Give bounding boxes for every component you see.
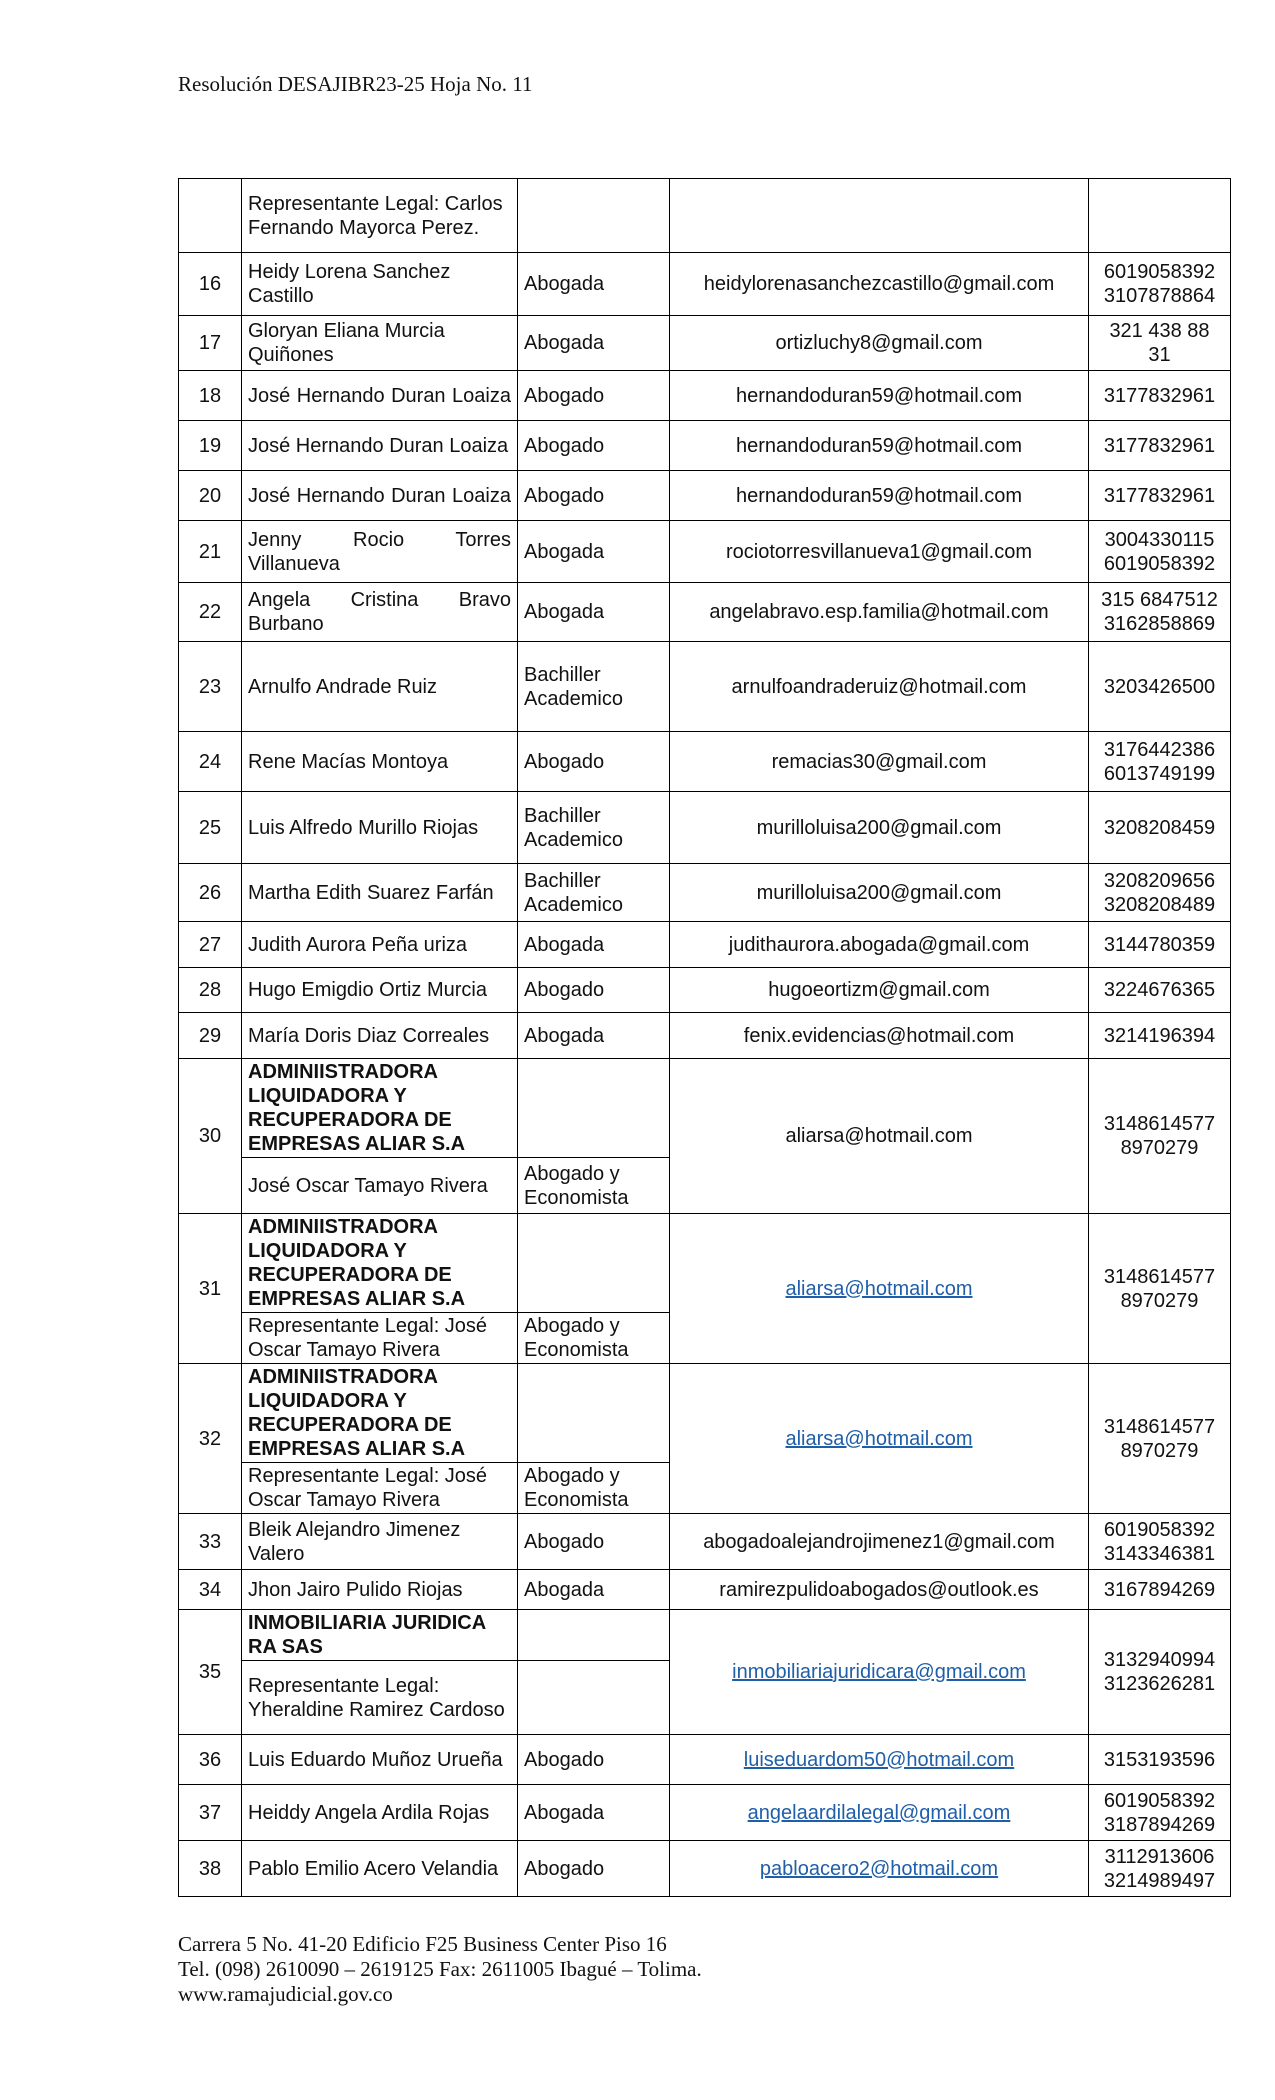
email-cell: hernandoduran59@hotmail.com <box>670 371 1089 421</box>
email-cell: judithaurora.abogada@gmail.com <box>670 922 1089 968</box>
profession-cell: Abogado <box>518 471 670 521</box>
email-cell: hernandoduran59@hotmail.com <box>670 471 1089 521</box>
row-number-cell: 19 <box>179 421 242 471</box>
phone-2: 3187894269 <box>1103 1813 1216 1836</box>
profession-cell <box>518 1661 670 1735</box>
profession-cell: Abogada <box>518 1785 670 1841</box>
phone-1: 6019058392 <box>1103 1518 1216 1541</box>
email-link[interactable]: pabloacero2@hotmail.com <box>759 1857 999 1880</box>
phone-2: 3162858869 <box>1103 613 1216 635</box>
phone-cell: 3224676365 <box>1089 968 1231 1013</box>
profession-line-2: Academico <box>524 893 623 916</box>
phone-1: 3112913606 <box>1104 1845 1215 1868</box>
table-row <box>179 1735 1231 1785</box>
row-number-cell: 23 <box>179 642 242 732</box>
phone-cell <box>1089 1059 1231 1214</box>
table-row <box>179 732 1231 792</box>
profession-cell <box>518 1158 670 1214</box>
phone-cell <box>1089 1364 1231 1514</box>
email-link[interactable]: luiseduardom50@hotmail.com <box>743 1748 1015 1771</box>
company-name-cell: INMOBILIARIA JURIDICA RA SAS <box>242 1610 518 1661</box>
phone-1: 315 6847512 <box>1101 589 1218 611</box>
table-row <box>179 1785 1231 1841</box>
phone-cell <box>1089 179 1231 253</box>
row-number-cell: 30 <box>179 1059 242 1214</box>
email-cell: hugoeortizm@gmail.com <box>670 968 1089 1013</box>
email-cell: rociotorresvillanueva1@gmail.com <box>670 521 1089 583</box>
phone-1: 3004330115 <box>1104 528 1215 551</box>
phone-1: 3132940994 <box>1103 1649 1216 1671</box>
profession-line-1: Bachiller <box>524 663 601 686</box>
profession-line-2: Economista <box>524 1489 629 1511</box>
phone-cell <box>1089 1785 1231 1841</box>
phone-2: 8970279 <box>1120 1137 1199 1159</box>
phone-cell <box>1089 1610 1231 1735</box>
profession-cell: Abogado <box>518 421 670 471</box>
phone-cell: 3153193596 <box>1089 1735 1231 1785</box>
phone-cell <box>1089 1214 1231 1364</box>
email-cell <box>670 1841 1089 1897</box>
representative-cell: Representante Legal: José Oscar Tamayo Rivera <box>242 1463 518 1514</box>
table-row <box>179 179 1231 253</box>
profession-cell <box>518 1214 670 1313</box>
profession-line-2: Academico <box>524 828 623 851</box>
table-row <box>179 1059 1231 1158</box>
name-cell: Luis Alfredo Murillo Riojas <box>242 792 518 864</box>
email-link[interactable]: inmobiliariajuridicara@gmail.com <box>732 1661 1026 1683</box>
email-cell: remacias30@gmail.com <box>670 732 1089 792</box>
profession-cell: Abogada <box>518 1570 670 1610</box>
profession-line-2: Economista <box>524 1186 629 1209</box>
email-cell: ramirezpulidoabogados@outlook.es <box>670 1570 1089 1610</box>
profession-cell: Abogado <box>518 968 670 1013</box>
email-cell: heidylorenasanchezcastillo@gmail.com <box>670 253 1089 316</box>
row-number-cell: 25 <box>179 792 242 864</box>
phone-2: 6019058392 <box>1103 552 1216 575</box>
footer-website: www.ramajudicial.gov.co <box>178 1982 393 2006</box>
email-cell: aliarsa@hotmail.com <box>670 1059 1089 1214</box>
email-cell: arnulfoandraderuiz@hotmail.com <box>670 642 1089 732</box>
table-row <box>179 968 1231 1013</box>
company-name-cell: ADMINIISTRADORA LIQUIDADORA Y RECUPERADORA DE EMPRESAS ALIAR S.A <box>242 1214 518 1313</box>
table-row <box>179 1514 1231 1570</box>
phone-cell: 3167894269 <box>1089 1570 1231 1610</box>
row-number-cell: 33 <box>179 1514 242 1570</box>
company-name-cell: ADMINIISTRADORA LIQUIDADORA Y RECUPERADORA DE EMPRESAS ALIAR S.A <box>242 1059 518 1158</box>
profession-line-1: Abogado y <box>524 1465 620 1487</box>
phone-cell: 3214196394 <box>1089 1013 1231 1059</box>
footer-address: Carrera 5 No. 41-20 Edificio F25 Business Center Piso 16 <box>178 1932 667 1956</box>
profession-line-1: Bachiller <box>524 804 601 827</box>
row-number-cell: 28 <box>179 968 242 1013</box>
phone-1: 3148614577 <box>1103 1113 1216 1135</box>
phone-cell: 3208208459 <box>1089 792 1231 864</box>
name-cell: Heiddy Angela Ardila Rojas <box>242 1785 518 1841</box>
table-row <box>179 1841 1231 1897</box>
profession-cell: Abogada <box>518 1013 670 1059</box>
email-cell <box>670 1214 1089 1364</box>
row-number-cell <box>179 179 242 253</box>
phone-cell: 3144780359 <box>1089 922 1231 968</box>
name-cell: Arnulfo Andrade Ruiz <box>242 642 518 732</box>
name-cell: Gloryan Eliana Murcia Quiñones <box>242 316 518 371</box>
profession-cell: Abogado <box>518 371 670 421</box>
table-row <box>179 792 1231 864</box>
row-number-cell: 36 <box>179 1735 242 1785</box>
company-name-cell: ADMINIISTRADORA LIQUIDADORA Y RECUPERADORA DE EMPRESAS ALIAR S.A <box>242 1364 518 1463</box>
profession-cell: Abogada <box>518 316 670 371</box>
row-number-cell: 20 <box>179 471 242 521</box>
email-cell: angelabravo.esp.familia@hotmail.com <box>670 583 1089 642</box>
email-cell <box>670 1785 1089 1841</box>
email-cell <box>670 179 1089 253</box>
profession-line-2: Academico <box>524 687 623 710</box>
name-cell: Pablo Emilio Acero Velandia <box>242 1841 518 1897</box>
phone-cell <box>1089 732 1231 792</box>
table-row <box>179 1364 1231 1463</box>
name-cell: José Hernando Duran Loaiza <box>242 421 518 471</box>
contacts-table <box>178 178 1231 1897</box>
phone-2: 3107878864 <box>1103 285 1216 307</box>
table-row <box>179 1610 1231 1661</box>
email-cell: ortizluchy8@gmail.com <box>670 316 1089 371</box>
phone-cell <box>1089 253 1231 316</box>
email-cell: abogadoalejandrojimenez1@gmail.com <box>670 1514 1089 1570</box>
profession-cell: Abogada <box>518 922 670 968</box>
name-cell: José Hernando Duran Loaiza <box>242 471 518 521</box>
email-cell: murilloluisa200@gmail.com <box>670 792 1089 864</box>
representative-cell: Representante Legal: José Oscar Tamayo Rivera <box>242 1313 518 1364</box>
email-cell <box>670 1610 1089 1735</box>
phone-2: 8970279 <box>1120 1289 1199 1312</box>
email-cell: hernandoduran59@hotmail.com <box>670 421 1089 471</box>
phone-1: 6019058392 <box>1103 1789 1216 1812</box>
table-row <box>179 471 1231 521</box>
table-row <box>179 421 1231 471</box>
phone-cell: 3203426500 <box>1089 642 1231 732</box>
phone-2: 3208208489 <box>1103 893 1216 916</box>
table-row <box>179 253 1231 316</box>
email-cell: murilloluisa200@gmail.com <box>670 864 1089 922</box>
name-cell: Jhon Jairo Pulido Riojas <box>242 1570 518 1610</box>
row-number-cell: 17 <box>179 316 242 371</box>
table-row <box>179 1570 1231 1610</box>
profession-cell: Abogado <box>518 1841 670 1897</box>
name-cell: Martha Edith Suarez Farfán <box>242 864 518 922</box>
name-cell: Luis Eduardo Muñoz Urueña <box>242 1735 518 1785</box>
profession-cell <box>518 1364 670 1463</box>
row-number-cell: 24 <box>179 732 242 792</box>
profession-cell <box>518 179 670 253</box>
row-number-cell: 38 <box>179 1841 242 1897</box>
phone-cell: 3177832961 <box>1089 421 1231 471</box>
table-row <box>179 371 1231 421</box>
phone-2: 31 <box>1148 344 1171 366</box>
phone-1: 3148614577 <box>1103 1265 1216 1288</box>
phone-1: 321 438 88 <box>1109 320 1210 342</box>
profession-line-1: Abogado y <box>524 1315 620 1337</box>
table-row <box>179 1013 1231 1059</box>
page-header: Resolución DESAJIBR23-25 Hoja No. 11 <box>178 72 533 96</box>
profession-cell <box>518 1463 670 1514</box>
row-number-cell: 37 <box>179 1785 242 1841</box>
row-number-cell: 31 <box>179 1214 242 1364</box>
phone-2: 3214989497 <box>1103 1869 1216 1892</box>
email-link[interactable]: aliarsa@hotmail.com <box>785 1427 973 1450</box>
email-link[interactable]: angelaardilalegal@gmail.com <box>747 1801 1011 1824</box>
phone-2: 8970279 <box>1120 1439 1199 1462</box>
table-row <box>179 316 1231 371</box>
name-cell: Heidy Lorena Sanchez Castillo <box>242 253 518 316</box>
row-number-cell: 22 <box>179 583 242 642</box>
table-row <box>179 864 1231 922</box>
row-number-cell: 21 <box>179 521 242 583</box>
email-cell <box>670 1735 1089 1785</box>
profession-cell: Abogado <box>518 1514 670 1570</box>
phone-cell <box>1089 521 1231 583</box>
profession-line-1: Bachiller <box>524 869 601 892</box>
profession-line-2: Economista <box>524 1339 629 1361</box>
row-number-cell: 29 <box>179 1013 242 1059</box>
phone-1: 3148614577 <box>1103 1415 1216 1438</box>
profession-cell: Abogado <box>518 732 670 792</box>
phone-cell <box>1089 1514 1231 1570</box>
phone-2: 3123626281 <box>1103 1673 1216 1695</box>
email-cell: fenix.evidencias@hotmail.com <box>670 1013 1089 1059</box>
name-cell: Rene Macías Montoya <box>242 732 518 792</box>
phone-cell: 3177832961 <box>1089 371 1231 421</box>
phone-1: 3176442386 <box>1103 738 1216 761</box>
profession-cell <box>518 642 670 732</box>
email-cell <box>670 1364 1089 1514</box>
representative-cell: Representante Legal: Yheraldine Ramirez Cardoso <box>242 1661 518 1735</box>
phone-cell <box>1089 316 1231 371</box>
row-number-cell: 18 <box>179 371 242 421</box>
phone-cell <box>1089 864 1231 922</box>
row-number-cell: 16 <box>179 253 242 316</box>
phone-2: 3143346381 <box>1103 1542 1216 1565</box>
profession-cell <box>518 1059 670 1158</box>
profession-cell <box>518 792 670 864</box>
table-row <box>179 922 1231 968</box>
name-cell: Bleik Alejandro Jimenez Valero <box>242 1514 518 1570</box>
row-number-cell: 34 <box>179 1570 242 1610</box>
table-row <box>179 583 1231 642</box>
name-cell: Judith Aurora Peña uriza <box>242 922 518 968</box>
profession-cell: Abogado <box>518 1735 670 1785</box>
row-number-cell: 26 <box>179 864 242 922</box>
name-cell: Hugo Emigdio Ortiz Murcia <box>242 968 518 1013</box>
table-row <box>179 1214 1231 1313</box>
email-link[interactable]: aliarsa@hotmail.com <box>785 1277 973 1300</box>
row-number-cell: 35 <box>179 1610 242 1735</box>
table-row <box>179 521 1231 583</box>
phone-1: 6019058392 <box>1103 261 1216 283</box>
profession-cell: Abogada <box>518 521 670 583</box>
name-cell: Representante Legal: Carlos Fernando Mayorca Perez. <box>242 179 518 253</box>
name-cell: María Doris Diaz Correales <box>242 1013 518 1059</box>
row-number-cell: 27 <box>179 922 242 968</box>
profession-cell <box>518 1313 670 1364</box>
footer-phone: Tel. (098) 2610090 – 2619125 Fax: 2611005 Ibagué – Tolima. <box>178 1957 702 1981</box>
profession-cell: Abogada <box>518 253 670 316</box>
page-footer <box>178 1932 702 2007</box>
phone-cell <box>1089 1841 1231 1897</box>
profession-line-1: Abogado y <box>524 1162 620 1185</box>
name-cell: Angela Cristina Bravo Burbano <box>242 583 518 642</box>
profession-cell: Abogada <box>518 583 670 642</box>
row-number-cell: 32 <box>179 1364 242 1514</box>
table-row <box>179 642 1231 732</box>
phone-cell: 3177832961 <box>1089 471 1231 521</box>
phone-2: 6013749199 <box>1103 762 1216 785</box>
phone-cell <box>1089 583 1231 642</box>
name-cell: Jenny Rocio Torres Villanueva <box>242 521 518 583</box>
name-cell: José Hernando Duran Loaiza <box>242 371 518 421</box>
profession-cell <box>518 864 670 922</box>
phone-1: 3208209656 <box>1103 869 1216 892</box>
representative-cell: José Oscar Tamayo Rivera <box>242 1158 518 1214</box>
profession-cell <box>518 1610 670 1661</box>
